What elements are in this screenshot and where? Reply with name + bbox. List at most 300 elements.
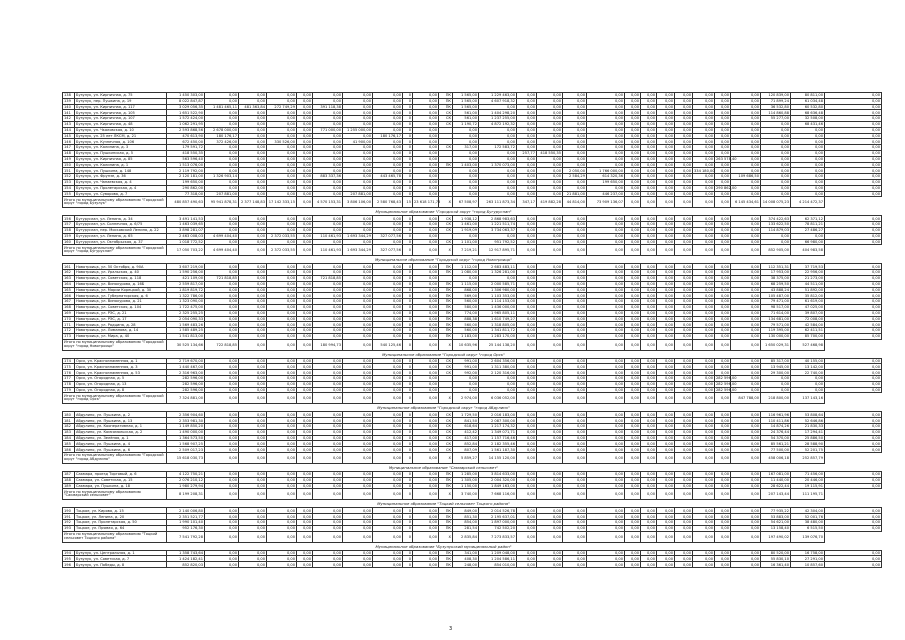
subtotal-row — [63, 489, 882, 500]
table-cell: 0,00 — [731, 121, 761, 127]
table-cell: 0,00 — [205, 328, 239, 334]
table-cell: Бузулук, ул. Пушкинская, д. 5 — [75, 150, 167, 156]
table-cell: 0,00 — [731, 412, 761, 418]
table-cell: 0,00 — [731, 429, 761, 435]
table-cell: 0 — [403, 191, 413, 197]
table-cell: 0,00 — [413, 287, 439, 293]
table-cell: 0,00 — [267, 370, 297, 376]
table-cell: Бузулук, ул. Калинина, д. 3 — [75, 145, 167, 151]
table-cell: 6 145 434,61 — [731, 197, 761, 208]
table-cell: 0,00 — [453, 191, 479, 197]
table-cell: 0,00 — [537, 104, 563, 110]
table-cell: 47 025,00 — [791, 304, 825, 310]
table-cell: 560,00 — [453, 328, 479, 334]
table-cell: 0,00 — [693, 191, 715, 197]
table-cell: 0 — [403, 239, 413, 245]
table-cell: 0,00 — [625, 299, 641, 305]
table-cell: 0,00 — [761, 139, 791, 145]
table-cell: 527 468,98 — [791, 339, 825, 350]
table-cell: 0,00 — [641, 550, 657, 556]
table-cell: 0,00 — [313, 110, 343, 116]
table-cell: 0,00 — [641, 424, 657, 430]
table-cell: 0,00 — [297, 197, 313, 208]
table-cell: 569,00 — [453, 293, 479, 299]
table-cell: 0,00 — [641, 429, 657, 435]
table-cell: 0,00 — [517, 127, 537, 133]
table-cell: 1 561 187,30 — [479, 447, 517, 453]
table-row — [63, 233, 882, 239]
table-cell: 1 980 279,94 — [167, 483, 205, 489]
table-cell: 0,00 — [625, 418, 641, 424]
table-cell: ПК — [439, 514, 453, 520]
table-cell: 0,00 — [693, 429, 715, 435]
table-cell: 0,00 — [587, 376, 625, 382]
table-cell: 0,00 — [657, 339, 675, 350]
table-cell: 0,00 — [657, 550, 675, 556]
table-cell: 0,00 — [297, 447, 313, 453]
table-cell: 391 118,38 — [313, 104, 343, 110]
table-cell: 0,00 — [297, 322, 313, 328]
table-cell: 0,00 — [563, 393, 587, 404]
table-cell: Абдулино, ул. Пушкина, д. 6 — [75, 447, 167, 453]
table-cell: 0,00 — [313, 227, 343, 233]
table-cell: 0,00 — [715, 104, 731, 110]
table-cell: 0,00 — [267, 376, 297, 382]
table-cell: 0,00 — [413, 98, 439, 104]
table-cell: 0,00 — [373, 556, 403, 562]
table-cell: 0,00 — [413, 270, 439, 276]
table-cell: Новотроицк, ул. Родцина, д. 28 — [75, 322, 167, 328]
table-cell: 0,00 — [239, 139, 267, 145]
table-cell: 0,00 — [587, 304, 625, 310]
table-cell: 0,00 — [413, 412, 439, 418]
table-cell: 0,00 — [693, 310, 715, 316]
table-cell: 0,00 — [267, 550, 297, 556]
table-cell: 0,00 — [731, 472, 761, 478]
table-cell: 0,00 — [297, 216, 313, 222]
table-cell: 0,00 — [761, 150, 791, 156]
table-cell: 0,00 — [239, 133, 267, 139]
table-cell: 0,00 — [761, 233, 791, 239]
table-cell: 0,00 — [297, 412, 313, 418]
table-cell: 0,00 — [731, 370, 761, 376]
table-cell: 0,00 — [205, 227, 239, 233]
table-cell: Новотроицк, ул. РЭС, д. 21 — [75, 310, 167, 316]
table-cell: 1 204 586,11 — [479, 556, 517, 562]
table-cell: 178 — [63, 381, 75, 387]
table-cell: 849,00 — [453, 508, 479, 514]
table-cell: 40 155,00 — [791, 358, 825, 364]
table-cell: 0,00 — [675, 133, 693, 139]
table-cell: 10 635,96 — [453, 339, 479, 350]
table-cell: 0,00 — [825, 429, 882, 435]
table-cell: 0,00 — [517, 174, 537, 180]
table-cell: 0,00 — [693, 216, 715, 222]
table-cell: 0,00 — [373, 531, 403, 542]
table-cell: 0,00 — [791, 139, 825, 145]
table-cell: 28 588,90 — [791, 441, 825, 447]
table-cell: 167 — [63, 299, 75, 305]
table-row — [63, 435, 882, 441]
table-cell: 0,00 — [715, 264, 731, 270]
table-cell: 1 062 291,95 — [167, 121, 205, 127]
table-cell: 0,00 — [297, 472, 313, 478]
table-cell: 0,00 — [657, 281, 675, 287]
table-cell: 0,00 — [675, 293, 693, 299]
table-cell: 0,00 — [731, 483, 761, 489]
table-cell: 0,00 — [625, 162, 641, 168]
table-cell: 0 — [403, 110, 413, 116]
table-cell: 0,00 — [693, 150, 715, 156]
table-cell: 162 — [63, 270, 75, 276]
table-cell: 0,00 — [537, 556, 563, 562]
table-cell: 0,00 — [657, 412, 675, 418]
table-cell: 560,00 — [453, 322, 479, 328]
table-cell: 0,00 — [373, 424, 403, 430]
table-cell: 0,00 — [641, 93, 657, 99]
table-cell: СК — [439, 116, 453, 122]
table-cell: 0,00 — [641, 227, 657, 233]
table-cell: 0,00 — [693, 145, 715, 151]
table-cell: 0 — [403, 139, 413, 145]
table-cell: 0,00 — [537, 174, 563, 180]
table-cell: 0,00 — [205, 525, 239, 531]
table-cell: 25 144 138,20 — [479, 339, 517, 350]
table-cell: 0,00 — [517, 525, 537, 531]
table-cell: 2 014 526,78 — [479, 508, 517, 514]
table-cell: 0,00 — [205, 281, 239, 287]
table-cell: 0,00 — [239, 222, 267, 228]
table-cell: 1 565,00 — [453, 93, 479, 99]
table-cell: 0,00 — [537, 145, 563, 151]
table-cell: 0,00 — [587, 239, 625, 245]
table-cell: 0,00 — [297, 264, 313, 270]
table-cell: 119 395,00 — [761, 328, 791, 334]
table-cell: 0,00 — [413, 489, 439, 500]
table-cell: 0 — [403, 216, 413, 222]
table-cell: 0,00 — [731, 93, 761, 99]
table-cell: 207 143,44 — [761, 489, 791, 500]
table-cell: 0,00 — [205, 316, 239, 322]
table-cell: 37 719,53 — [791, 264, 825, 270]
table-cell: 17 142 333,15 — [267, 197, 297, 208]
table-cell: 0,00 — [675, 168, 693, 174]
table-cell: 0,00 — [297, 168, 313, 174]
table-cell: 0,00 — [373, 316, 403, 322]
table-cell: 0,00 — [563, 264, 587, 270]
table-cell: 0,00 — [675, 245, 693, 256]
table-cell: СК — [439, 239, 453, 245]
table-cell: 0,00 — [517, 233, 537, 239]
table-cell: 180 — [63, 412, 75, 418]
table-cell: Бузулук, ул. Кирпичная, д. 85 — [75, 156, 167, 162]
table-cell: 0,00 — [563, 472, 587, 478]
table-cell: 0,00 — [313, 562, 343, 568]
table-cell: 0,00 — [825, 381, 882, 387]
table-cell: 0 — [403, 418, 413, 424]
table-cell: 0,00 — [297, 270, 313, 276]
table-cell: 2 372 033,55 — [267, 245, 297, 256]
table-cell: 1 450 303,00 — [167, 93, 205, 99]
table-cell: 0,00 — [517, 162, 537, 168]
table-cell: 0,00 — [537, 489, 563, 500]
table-cell: 3 734 063,37 — [479, 227, 517, 233]
table-cell: 0 — [403, 441, 413, 447]
table-cell: 0,00 — [267, 287, 297, 293]
capital-repair-register-table — [62, 92, 882, 568]
table-cell: 0,00 — [313, 387, 343, 393]
table-cell: 0,00 — [267, 316, 297, 322]
table-cell: 0,00 — [413, 139, 439, 145]
table-cell: 17 050 703,22 — [167, 245, 205, 256]
table-cell: 0,00 — [413, 133, 439, 139]
table-cell: 0,00 — [563, 441, 587, 447]
table-cell: 412,42 — [453, 429, 479, 435]
table-cell: 0,00 — [657, 489, 675, 500]
table-cell: Бузулук, ул. Победы, д. 8 — [75, 562, 167, 568]
table-cell: 0,00 — [761, 376, 791, 382]
table-cell: 0,00 — [373, 447, 403, 453]
table-cell: 7 219,21 — [453, 245, 479, 256]
table-cell: 0,00 — [625, 453, 641, 464]
table-cell: 0,00 — [641, 121, 657, 127]
table-cell: 0,00 — [625, 174, 641, 180]
table-cell: 0,00 — [297, 191, 313, 197]
table-cell: 0,00 — [517, 299, 537, 305]
table-cell: 0,00 — [675, 489, 693, 500]
table-cell: 0,00 — [205, 447, 239, 453]
table-cell: 0,00 — [205, 287, 239, 293]
table-cell: 0,00 — [239, 364, 267, 370]
table-row — [63, 168, 882, 174]
table-cell: 0,00 — [761, 121, 791, 127]
table-cell: 1 569 483,26 — [167, 322, 205, 328]
table-cell: 4 699 404,40 — [205, 245, 239, 256]
table-cell: 0,00 — [563, 121, 587, 127]
table-cell: 0 — [403, 150, 413, 156]
table-cell: 0,00 — [267, 174, 297, 180]
table-cell: 0,00 — [715, 299, 731, 305]
table-cell: 0,00 — [517, 435, 537, 441]
table-cell: 0,00 — [313, 447, 343, 453]
table-cell: 0,00 — [657, 227, 675, 233]
table-cell: 0,00 — [791, 179, 825, 185]
table-cell: 0,00 — [675, 233, 693, 239]
table-cell: 2 000 585,71 — [479, 281, 517, 287]
table-cell: 175 — [63, 364, 75, 370]
table-cell: 68 636,48 — [791, 110, 825, 116]
table-cell: 173 — [63, 333, 75, 339]
table-cell: 1 149 850,20 — [167, 424, 205, 430]
table-cell: 0,00 — [267, 387, 297, 393]
table-cell: 0,00 — [693, 520, 715, 526]
table-cell: 0,00 — [205, 270, 239, 276]
table-cell: 0,00 — [715, 441, 731, 447]
table-cell: 0,00 — [791, 185, 825, 191]
table-cell: 0,00 — [343, 418, 373, 424]
table-cell: 1 209 048,00 — [479, 550, 517, 556]
table-cell: 71 456,00 — [791, 472, 825, 478]
table-cell: Бугуруслан, ул. Октябрьская, д. 37 — [75, 239, 167, 245]
table-cell: 0,00 — [239, 556, 267, 562]
table-cell: 0,00 — [343, 216, 373, 222]
table-cell: СК — [439, 358, 453, 364]
table-cell: 0,00 — [413, 281, 439, 287]
table-cell: 145 — [63, 133, 75, 139]
table-cell: 0,00 — [343, 270, 373, 276]
table-cell: 0,00 — [587, 98, 625, 104]
table-cell: 0,00 — [413, 191, 439, 197]
table-cell: 0,00 — [731, 116, 761, 122]
table-cell: ПК — [439, 477, 453, 483]
table-row — [63, 472, 882, 478]
table-cell: 0,00 — [693, 339, 715, 350]
table-cell: СК — [439, 227, 453, 233]
table-cell: 0,00 — [641, 453, 657, 464]
table-cell: 0,00 — [343, 358, 373, 364]
table-cell: ПК — [439, 556, 453, 562]
table-cell: 15 618 030,73 — [167, 453, 205, 464]
table-cell: 0,00 — [675, 393, 693, 404]
table-cell: 0,00 — [825, 150, 882, 156]
table-cell: 61 619,00 — [791, 299, 825, 305]
table-cell: 0,00 — [693, 293, 715, 299]
table-cell: Муниципальное образование "Городской округ "город Новотроицк" — [63, 256, 825, 264]
table-cell: 0,00 — [715, 233, 731, 239]
table-cell: 0,00 — [373, 310, 403, 316]
table-cell: 0,00 — [267, 453, 297, 464]
table-cell: 0,00 — [413, 525, 439, 531]
table-cell: 0,00 — [693, 370, 715, 376]
table-cell: 0,00 — [373, 287, 403, 293]
table-cell: 0,00 — [297, 287, 313, 293]
table-cell: 0,00 — [641, 168, 657, 174]
table-cell: 0,00 — [715, 270, 731, 276]
table-cell: 0,00 — [657, 381, 675, 387]
table-cell: 0,00 — [267, 127, 297, 133]
table-row — [63, 447, 882, 453]
table-cell: 2 719 670,00 — [167, 358, 205, 364]
table-cell: 0,00 — [625, 562, 641, 568]
table-cell: 4 122 750,21 — [167, 472, 205, 478]
table-cell: 0,00 — [657, 453, 675, 464]
table-row — [63, 174, 882, 180]
table-cell: 0,00 — [715, 453, 731, 464]
table-cell: 618,64 — [453, 424, 479, 430]
table-cell: 1 490 000,00 — [167, 429, 205, 435]
table-cell: 0,00 — [625, 435, 641, 441]
table-cell: 160 — [63, 239, 75, 245]
table-cell: 15 — [403, 197, 413, 208]
table-cell: 207 881,00 — [205, 191, 239, 197]
table-cell: 0,00 — [563, 310, 587, 316]
table-cell: 1 364 573,50 — [167, 435, 205, 441]
table-cell: 0,00 — [343, 483, 373, 489]
table-cell: 0,00 — [693, 333, 715, 339]
table-cell: СК — [439, 429, 453, 435]
table-cell: 0,00 — [641, 556, 657, 562]
table-cell: 0,00 — [825, 116, 882, 122]
table-cell: 0,00 — [239, 299, 267, 305]
table-cell: 0,00 — [641, 287, 657, 293]
table-cell: 0,00 — [373, 550, 403, 556]
table-cell: 0,00 — [313, 370, 343, 376]
table-cell: 0,00 — [587, 233, 625, 239]
table-row — [63, 239, 882, 245]
table-cell: 0,00 — [675, 191, 693, 197]
table-cell: 0 — [403, 275, 413, 281]
table-cell: 0,00 — [761, 179, 791, 185]
table-cell: 0,00 — [239, 185, 267, 191]
table-cell: 0,00 — [537, 264, 563, 270]
table-cell: 0,00 — [413, 150, 439, 156]
table-cell: 41 900,00 — [343, 139, 373, 145]
table-cell: 0,00 — [373, 483, 403, 489]
table-row — [63, 299, 882, 305]
subtotal-row — [63, 245, 882, 256]
table-cell: 0,00 — [563, 270, 587, 276]
table-cell: 0,00 — [413, 483, 439, 489]
table-cell: 0,00 — [731, 477, 761, 483]
table-cell: 161 — [63, 264, 75, 270]
table-cell: 174 — [63, 358, 75, 364]
table-cell: 27 291,00 — [791, 556, 825, 562]
table-cell: 0,00 — [825, 299, 882, 305]
table-cell: 0,00 — [625, 447, 641, 453]
table-cell: 0,00 — [537, 477, 563, 483]
table-cell: 0,00 — [313, 435, 343, 441]
table-cell: 0,00 — [625, 364, 641, 370]
table-row — [63, 441, 882, 447]
table-cell: 0,00 — [715, 227, 731, 233]
table-cell: 0 — [403, 304, 413, 310]
table-row — [63, 550, 882, 556]
table-cell: 0,00 — [675, 447, 693, 453]
table-cell: 0,00 — [413, 239, 439, 245]
table-cell: 0,00 — [453, 275, 479, 281]
table-cell: 0,00 — [563, 93, 587, 99]
table-cell: 171 — [63, 322, 75, 328]
table-cell: 0,00 — [563, 104, 587, 110]
table-cell: 0,00 — [205, 376, 239, 382]
table-cell: 0,00 — [825, 174, 882, 180]
table-cell: 1 326 281,00 — [479, 270, 517, 276]
table-cell: 0,00 — [587, 145, 625, 151]
table-cell: 0,00 — [693, 381, 715, 387]
table-cell: 0 — [403, 233, 413, 239]
table-cell: 0,00 — [267, 133, 297, 139]
table-cell: 0,00 — [693, 525, 715, 531]
table-cell: 0,00 — [715, 508, 731, 514]
table-row — [63, 514, 882, 520]
table-cell: 1 481 465,11 — [205, 104, 239, 110]
table-cell: 0,00 — [413, 145, 439, 151]
table-cell: 114 860,88 — [761, 110, 791, 116]
table-cell: 0,00 — [641, 281, 657, 287]
table-cell: 0,00 — [563, 145, 587, 151]
table-cell: 0,00 — [625, 489, 641, 500]
table-row — [63, 93, 882, 99]
table-cell: 0,00 — [537, 418, 563, 424]
table-cell: 0,00 — [675, 316, 693, 322]
table-cell: 0,00 — [343, 370, 373, 376]
table-cell: 0,00 — [825, 216, 882, 222]
table-cell: 0,00 — [537, 270, 563, 276]
table-cell: 0,00 — [731, 110, 761, 116]
table-cell: Итого по муниципальному образованию "Городской округ "город Бузулук" — [63, 197, 167, 208]
table-cell: 192 — [63, 520, 75, 526]
table-cell: 0,00 — [267, 110, 297, 116]
